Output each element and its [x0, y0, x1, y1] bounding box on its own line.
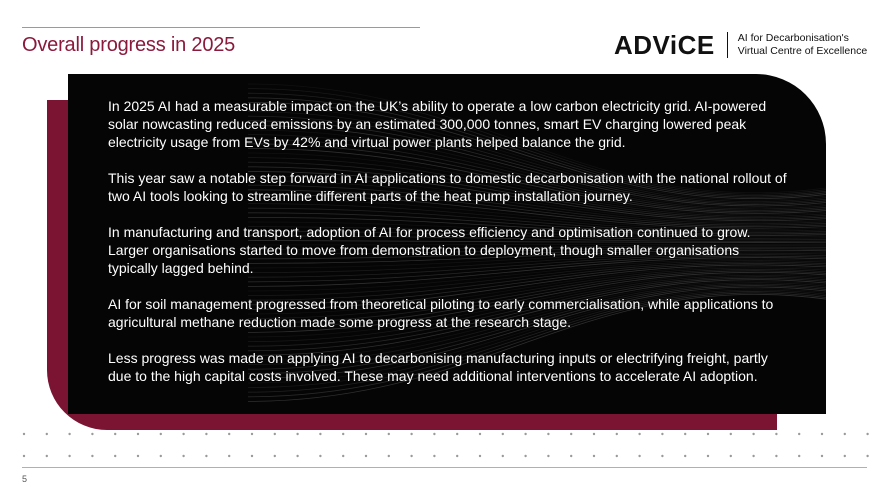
dot	[844, 433, 846, 435]
dot	[68, 433, 70, 435]
dot	[205, 433, 207, 435]
dot	[616, 455, 618, 457]
dot	[114, 455, 116, 457]
page-title: Overall progress in 2025	[22, 34, 236, 56]
dot	[228, 455, 230, 457]
paragraph: AI for soil management progressed from theoretical piloting to early commercialisation, while applications to agricultural methane reduction made some progress at the research stage.	[108, 296, 774, 330]
dot	[570, 455, 572, 457]
dot	[547, 433, 549, 435]
dot	[23, 433, 25, 435]
dot	[707, 433, 709, 435]
dot	[251, 455, 253, 457]
dot	[502, 433, 504, 435]
dot	[342, 455, 344, 457]
dot	[866, 455, 868, 457]
dot	[730, 433, 732, 435]
dot	[114, 433, 116, 435]
dot	[137, 455, 139, 457]
dot	[479, 455, 481, 457]
dot	[524, 455, 526, 457]
dot	[388, 455, 390, 457]
paragraph: In manufacturing and transport, adoption of AI for process efficiency and optimisation continued to grow. Larger organisations started to move from demonstration to deployment, though smaller organisations typically lagged behind.	[108, 224, 751, 276]
dot	[319, 433, 321, 435]
dot	[46, 455, 48, 457]
dot	[433, 455, 435, 457]
advice-logo	[614, 30, 867, 60]
dot	[91, 455, 93, 457]
dot	[410, 433, 412, 435]
dot	[752, 433, 754, 435]
dot	[593, 433, 595, 435]
dot	[46, 433, 48, 435]
dot	[775, 433, 777, 435]
dot	[798, 455, 800, 457]
dot	[661, 433, 663, 435]
header-rule	[22, 27, 420, 28]
logo-tagline-line2: Virtual Centre of Excellence	[737, 45, 868, 57]
dot	[638, 455, 640, 457]
dot	[775, 455, 777, 457]
dot	[160, 455, 162, 457]
logo-wordmark: ADViCE	[614, 29, 715, 60]
paragraph: In 2025 AI had a measurable impact on the UK’s ability to operate a low carbon electricity grid. AI-powered solar nowcasting reduced emissions by an estimated 300,000 tonnes, smart EV charging lowered peak electricity usage from EVs by 42% and virtual power plants helped balance the grid.	[108, 98, 767, 150]
dot	[365, 433, 367, 435]
dot	[68, 455, 70, 457]
dot	[866, 433, 868, 435]
dot	[821, 433, 823, 435]
dot	[410, 455, 412, 457]
dot	[684, 455, 686, 457]
dot	[638, 433, 640, 435]
dot	[547, 455, 549, 457]
dot	[274, 433, 276, 435]
content-panel	[68, 74, 826, 414]
dot	[798, 433, 800, 435]
footer-rule	[22, 467, 867, 468]
dot	[319, 455, 321, 457]
dot	[91, 433, 93, 435]
dot	[730, 455, 732, 457]
dot-pattern	[22, 430, 872, 470]
dot	[707, 455, 709, 457]
dot	[752, 455, 754, 457]
dot	[365, 455, 367, 457]
dot	[479, 433, 481, 435]
dot	[524, 433, 526, 435]
dot	[182, 455, 184, 457]
paragraph: Less progress was made on applying AI to decarbonising manufacturing inputs or electrifying freight, partly due to the high capital costs involved. These may need additional interventions to accelerate AI adoption.	[108, 350, 768, 384]
page-number: 5	[22, 474, 28, 484]
dot	[616, 433, 618, 435]
logo-tagline-line1: AI for Decarbonisation's	[737, 32, 849, 44]
logo-divider	[727, 32, 728, 58]
dot	[296, 433, 298, 435]
body-text	[108, 97, 788, 403]
paragraph: This year saw a notable step forward in AI applications to domestic decarbonisation with the national rollout of two AI tools looking to streamline different parts of the heat pump installation journey.	[108, 170, 787, 204]
dot	[388, 433, 390, 435]
logo-tagline	[738, 32, 867, 58]
dot	[251, 433, 253, 435]
dot	[821, 455, 823, 457]
dot	[296, 455, 298, 457]
dot	[593, 455, 595, 457]
dot	[661, 455, 663, 457]
dot	[342, 433, 344, 435]
dot	[684, 433, 686, 435]
dot	[182, 433, 184, 435]
dot	[228, 433, 230, 435]
dot	[502, 455, 504, 457]
dot	[137, 433, 139, 435]
dot	[23, 455, 25, 457]
dot	[433, 433, 435, 435]
dot	[844, 455, 846, 457]
dot	[160, 433, 162, 435]
dot	[456, 455, 458, 457]
dot	[274, 455, 276, 457]
dot	[570, 433, 572, 435]
dot	[205, 455, 207, 457]
dot	[456, 433, 458, 435]
